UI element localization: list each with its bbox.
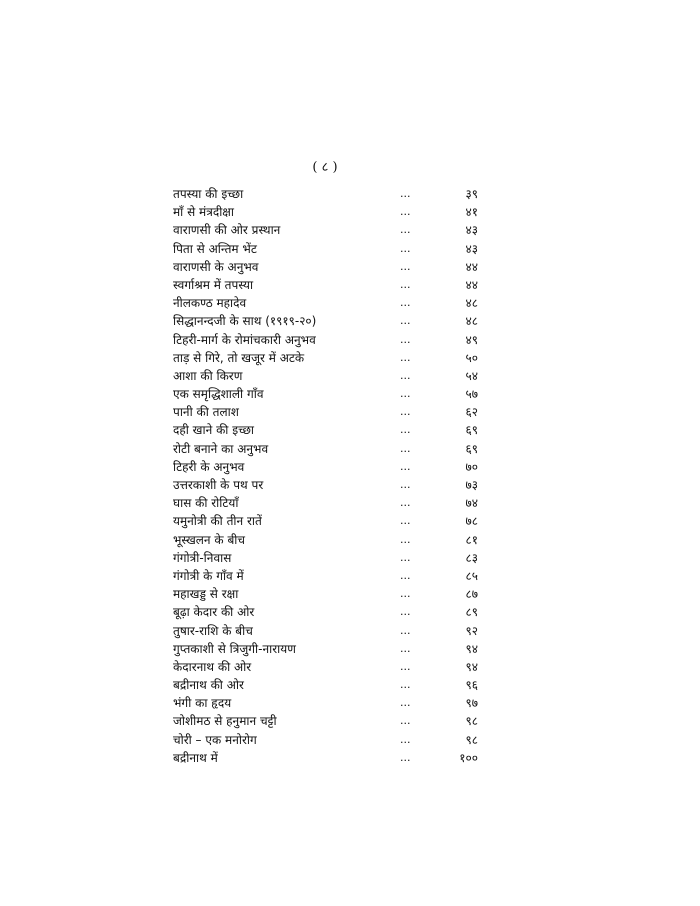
toc-title: गंगोत्री के गाँव में — [173, 568, 244, 583]
toc-leader-dots: ... — [400, 532, 411, 546]
toc-page-number: ८७ — [465, 587, 478, 602]
toc-page-number: ९२ — [465, 623, 478, 638]
toc-page-number: १०० — [459, 750, 478, 765]
toc-leader-dots: ... — [400, 241, 411, 255]
toc-title: तपस्या की इच्छा — [173, 187, 244, 201]
page-number: ( ८ ) — [312, 160, 338, 175]
toc-leader-dots: ... — [400, 441, 411, 455]
toc-leader-dots: ... — [400, 259, 411, 273]
toc-title: रोटी बनाने का अनुभव — [173, 441, 269, 456]
toc-row — [173, 494, 483, 512]
toc-leader-dots: ... — [400, 205, 411, 219]
toc-row — [173, 258, 483, 276]
toc-leader-dots: ... — [400, 641, 411, 655]
toc-leader-dots: ... — [400, 550, 411, 564]
toc-page-number: ६९ — [465, 423, 478, 438]
toc-page-number: ४३ — [465, 223, 478, 238]
toc-page-number: ८९ — [465, 605, 478, 620]
toc-page-number: ९८ — [465, 732, 478, 747]
toc-page-number: ६९ — [465, 441, 478, 456]
toc-page-number: ४८ — [465, 296, 478, 311]
toc-title: तुषार-राशि के बीच — [173, 623, 253, 638]
toc-row — [173, 367, 483, 385]
toc-page-number: ३९ — [465, 187, 478, 201]
toc-row — [173, 731, 483, 749]
toc-leader-dots: ... — [400, 605, 411, 619]
toc-title: वाराणसी के अनुभव — [173, 259, 259, 274]
toc-row — [173, 585, 483, 603]
toc-title: चोरी – एक मनोरोग — [173, 732, 257, 747]
toc-page-number: ४३ — [465, 241, 478, 256]
toc-row — [173, 312, 483, 330]
toc-row — [173, 512, 483, 530]
toc-leader-dots: ... — [400, 732, 411, 746]
toc-row — [173, 549, 483, 567]
toc-title: दही खाने की इच्छा — [173, 423, 255, 438]
toc-row — [173, 694, 483, 712]
toc-title: भूस्खलन के बीच — [173, 532, 246, 547]
toc-title: एक समृद्धिशाली गाँव — [173, 387, 264, 402]
toc-title: उत्तरकाशी के पथ पर — [173, 478, 264, 492]
toc-row — [173, 658, 483, 676]
toc-row — [173, 294, 483, 312]
toc-leader-dots: ... — [400, 459, 411, 473]
toc-title: ताड़ से गिरे, तो खजूर में अटके — [173, 350, 305, 365]
toc-leader-dots: ... — [400, 659, 411, 673]
toc-leader-dots: ... — [400, 277, 411, 291]
toc-page-number: ४९ — [465, 332, 478, 347]
toc-page-number: ५७ — [465, 387, 478, 402]
toc-row — [173, 603, 483, 621]
toc-row — [173, 276, 483, 294]
toc-title: घास की रोटियाँ — [173, 496, 239, 511]
toc-leader-dots: ... — [400, 714, 411, 728]
toc-page-number: ९७ — [465, 696, 478, 711]
toc-page-number: ४४ — [465, 277, 478, 292]
toc-title: महाखड्ड से रक्षा — [173, 587, 239, 602]
toc-row — [173, 458, 483, 476]
toc-row — [173, 185, 483, 203]
toc-title: यमुनोत्री की तीन रातें — [173, 514, 262, 529]
toc-page-number: ४१ — [465, 205, 478, 220]
toc-page-number: ५४ — [465, 368, 478, 383]
toc-page-number: ९८ — [465, 714, 478, 729]
toc-title: माँ से मंत्रदीक्षा — [173, 205, 235, 220]
toc-leader-dots: ... — [400, 478, 411, 491]
toc-title: केदारनाथ की ओर — [173, 659, 252, 674]
toc-row — [173, 349, 483, 367]
toc-page-number: ९४ — [465, 659, 478, 674]
toc-page-number: ४४ — [465, 259, 478, 274]
toc-row — [173, 712, 483, 730]
toc-leader-dots: ... — [400, 587, 411, 601]
toc-row — [173, 531, 483, 549]
toc-title: पानी की तलाश — [173, 405, 239, 420]
toc-leader-dots: ... — [400, 314, 411, 328]
toc-leader-dots: ... — [400, 405, 411, 419]
toc-row — [173, 403, 483, 421]
toc-leader-dots: ... — [400, 332, 411, 346]
toc-page-number: ७० — [465, 459, 478, 474]
toc-leader-dots: ... — [400, 514, 411, 528]
toc-row — [173, 622, 483, 640]
toc-leader-dots: ... — [400, 696, 411, 710]
toc-leader-dots: ... — [400, 750, 411, 764]
toc-row — [173, 567, 483, 585]
toc-leader-dots: ... — [400, 568, 411, 582]
toc-title: आशा की किरण — [173, 368, 243, 383]
toc-title: बद्रीनाथ की ओर — [173, 678, 244, 693]
toc-title: स्वर्गाश्रम में तपस्या — [173, 277, 254, 292]
toc-row — [173, 676, 483, 694]
toc-title: भंगी का हृदय — [173, 696, 232, 711]
toc-leader-dots: ... — [400, 387, 411, 401]
toc-page-number: ७४ — [465, 496, 478, 511]
toc-leader-dots: ... — [400, 223, 411, 237]
toc-page-number: ५० — [465, 350, 478, 365]
toc-row — [173, 440, 483, 458]
toc-row — [173, 221, 483, 239]
toc-row — [173, 331, 483, 349]
toc-page-number: ७८ — [465, 514, 478, 529]
toc-leader-dots: ... — [400, 368, 411, 382]
toc-page-number: ४८ — [465, 314, 478, 329]
table-of-contents — [173, 185, 483, 767]
toc-leader-dots: ... — [400, 496, 411, 510]
toc-page-number: ७३ — [465, 478, 478, 492]
toc-page-number: ८१ — [465, 532, 478, 547]
toc-leader-dots: ... — [400, 187, 411, 200]
toc-row — [173, 385, 483, 403]
toc-page-number: ९४ — [465, 641, 478, 656]
toc-leader-dots: ... — [400, 296, 411, 310]
toc-row — [173, 421, 483, 439]
toc-leader-dots: ... — [400, 623, 411, 637]
toc-title: पिता से अन्तिम भेंट — [173, 241, 257, 256]
toc-page-number: ८५ — [465, 568, 478, 583]
toc-title: सिद्धानन्दजी के साथ (१९१९-२०) — [173, 314, 317, 329]
toc-row — [173, 749, 483, 767]
toc-title: टिहरी के अनुभव — [173, 459, 245, 474]
toc-title: बूढ़ा केदार की ओर — [173, 605, 255, 620]
toc-page-number: ९६ — [465, 678, 478, 693]
toc-row — [173, 240, 483, 258]
toc-row — [173, 640, 483, 658]
toc-title: गुप्तकाशी से त्रिजुगी-नारायण — [173, 641, 296, 656]
toc-title: टिहरी-मार्ग के रोमांचकारी अनुभव — [173, 332, 316, 347]
toc-title: बद्रीनाथ में — [173, 750, 218, 765]
toc-title: नीलकण्ठ महादेव — [173, 296, 247, 311]
toc-leader-dots: ... — [400, 678, 411, 692]
toc-leader-dots: ... — [400, 350, 411, 364]
toc-page-number: ६२ — [465, 405, 478, 420]
toc-row — [173, 476, 483, 494]
toc-page-number: ८३ — [465, 550, 478, 565]
toc-row — [173, 203, 483, 221]
toc-leader-dots: ... — [400, 423, 411, 437]
toc-title: गंगोत्री-निवास — [173, 550, 232, 565]
toc-title: वाराणसी की ओर प्रस्थान — [173, 223, 281, 238]
toc-title: जोशीमठ से हनुमान चट्टी — [173, 714, 277, 729]
